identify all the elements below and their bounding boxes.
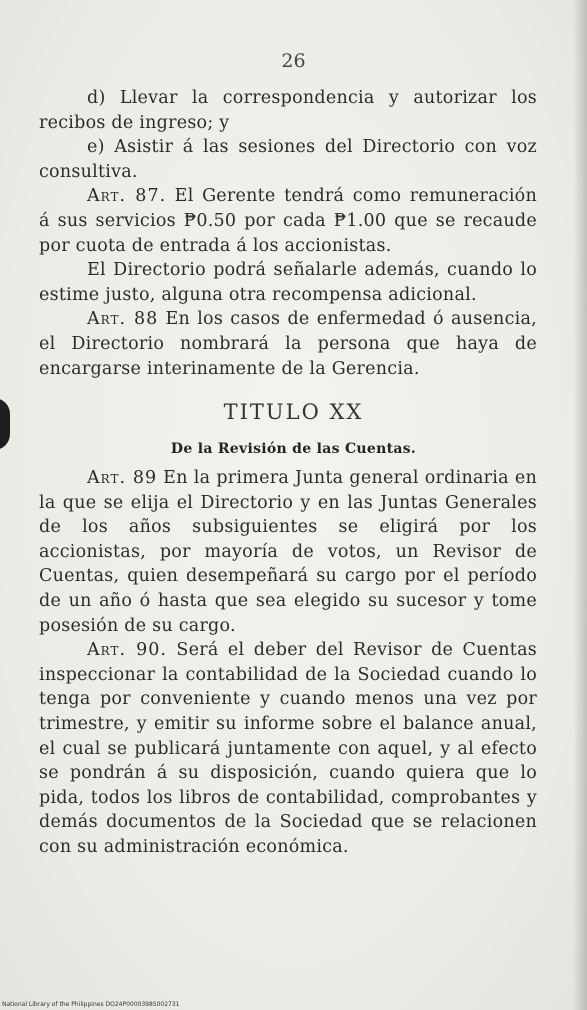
text-block-top <box>39 86 537 381</box>
section-title: TITULO XX <box>223 400 364 424</box>
article-text: El Gerente tendrá como remuneración á sus servicios ₱0.50 por cada ₱1.00 que se recaude por cuota de entrada á los accionistas. <box>39 186 537 256</box>
article-label: Art. 88 <box>87 309 159 330</box>
article-text: En la primera Junta general ordinaria en la que se elija el Directorio y en las Juntas Generales de los años subsiguientes se eligirá por los accionistas, por mayoría de votos, un Revisor de Cuentas, quien desempeñará su cargo por el período de un año ó hasta que sea elegido su sucesor y tome posesión de su cargo. <box>39 468 537 636</box>
article-label: Art. 87. <box>87 186 167 207</box>
article-label: Art. 90. <box>87 640 167 661</box>
text-block-bottom <box>39 466 537 860</box>
paragraph-art-89 <box>39 466 537 638</box>
paragraph-art-87 <box>39 184 537 258</box>
page-edge-shadow <box>573 0 587 1010</box>
library-footer: National Library of the Philippines DO24P0000398S002731 <box>2 1001 180 1008</box>
paragraph-art-90 <box>39 638 537 859</box>
paragraph-art-88 <box>39 307 537 381</box>
page-number: 26 <box>281 50 306 72</box>
paragraph-e: e) Asistir á las sesiones del Directorio con voz consultiva. <box>39 137 537 182</box>
article-text: En los casos de enfermedad ó ausencia, el Directorio nombrará la persona que haya de encargarse interinamente de la Gerencia. <box>39 309 537 379</box>
paragraph-d: d) Llevar la correspondencia y autorizar los recibos de ingreso; y <box>39 88 537 133</box>
paragraph-additional: El Directorio podrá señalarle además, cuando lo estime justo, alguna otra recompensa adicional. <box>39 260 537 305</box>
article-label: Art. 89 <box>87 468 158 488</box>
article-text: Será el deber del Revisor de Cuentas inspeccionar la contabilidad de la Sociedad cuando lo tenga por conveniente y cuando menos una vez por trimestre, y emitir su informe sobre el balance anual, el cual se publicará juntamente con aquel, y al efecto se pondrán á su disposición, cuando quiera que lo pida, todos los libros de contabilidad, comprobantes y demás documentos de la Sociedad que se relacionen con su administración económica. <box>39 640 537 857</box>
section-subtitle: De la Revisión de las Cuentas. <box>170 441 417 457</box>
